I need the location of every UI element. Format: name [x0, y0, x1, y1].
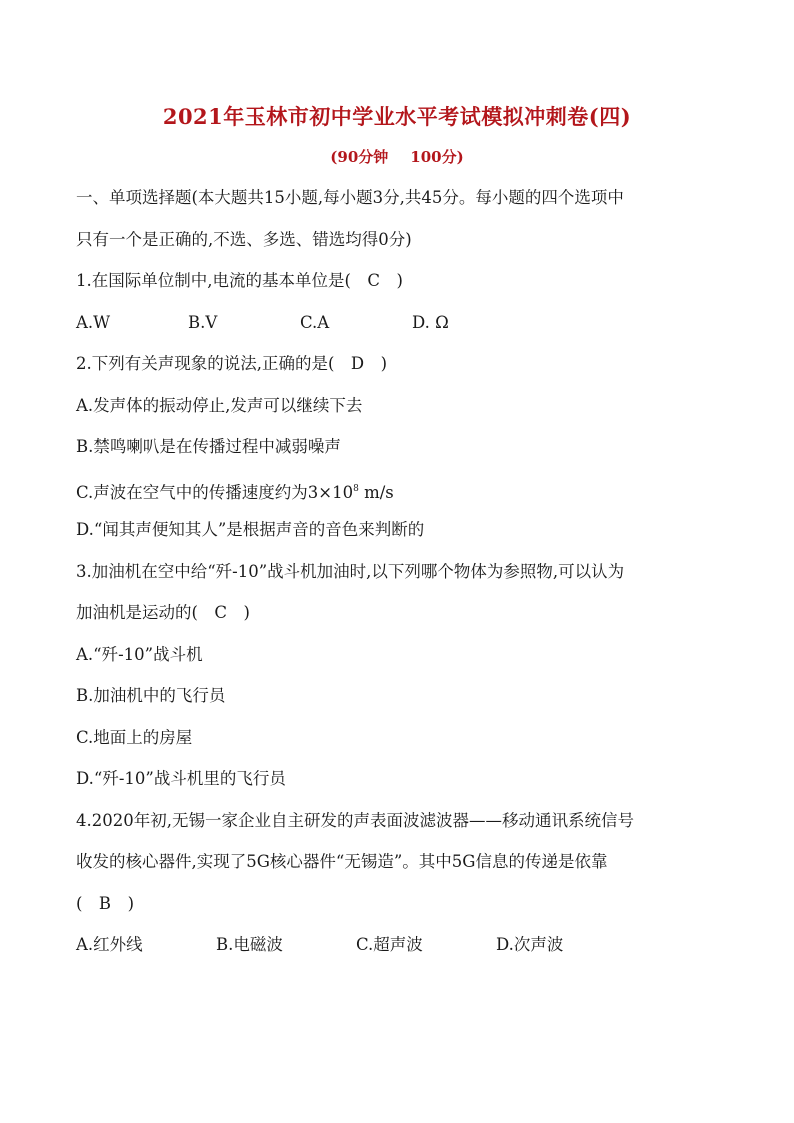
question-1-option-a: A.W [76, 312, 111, 332]
question-2-option-d: D.“闻其声便知其人”是根据声音的音色来判断的 [76, 520, 425, 539]
question-4-stem: 4.2020年初,无锡一家企业自主研发的声表面波滤波器——移动通讯系统信号 [76, 810, 634, 830]
question-1-option-b: B.V [188, 312, 218, 332]
question-1-option-c: C.A [300, 312, 330, 332]
question-4-option-c: C.超声波 [356, 935, 423, 954]
question-2-option-b: B.禁鸣喇叭是在传播过程中减弱噪声 [76, 437, 341, 456]
section-heading-line: 只有一个是正确的,不选、多选、错选均得0分) [76, 229, 412, 249]
exam-subtitle [0, 146, 794, 167]
question-4-options [76, 932, 726, 974]
question-1-stem: 1.在国际单位制中,电流的基本单位是( C ) [76, 271, 403, 290]
question-2-option-c-unit: m/s [358, 482, 394, 502]
question-4-option-b: B.电磁波 [216, 935, 283, 954]
question-1-options [76, 310, 726, 352]
question-4-option-d: D.次声波 [496, 935, 564, 954]
exam-body [76, 185, 726, 974]
question-4-stem: 收发的核心器件,实现了5G核心器件“无锡造”。其中5G信息的传递是依靠 [76, 852, 608, 871]
question-2-option-c-exponent: 8 [353, 483, 359, 494]
question-3-stem: 加油机是运动的( C ) [76, 603, 250, 622]
question-2-option-c-text: C.声波在空气中的传播速度约为3×10 [76, 482, 354, 502]
question-3-option-c: C.地面上的房屋 [76, 727, 193, 747]
question-3-option-a: A.“歼-10”战斗机 [76, 644, 203, 664]
question-4-stem: ( B ) [76, 893, 134, 913]
question-2-option-c [76, 476, 726, 518]
section-heading-line: 一、单项选择题(本大题共15小题,每小题3分,共45分。每小题的四个选项中 [76, 188, 624, 207]
question-4-option-a: A.红外线 [76, 935, 143, 954]
question-2-stem: 2.下列有关声现象的说法,正确的是( D ) [76, 354, 388, 373]
question-2-option-a: A.发声体的振动停止,发声可以继续下去 [76, 395, 363, 415]
question-3-option-d: D.“歼-10”战斗机里的飞行员 [76, 769, 286, 788]
question-3-option-b: B.加油机中的飞行员 [76, 686, 226, 705]
exam-score: 100分) [410, 148, 464, 166]
question-3-stem: 3.加油机在空中给“歼-10”战斗机加油时,以下列哪个物体为参照物,可以认为 [76, 561, 625, 581]
question-1-option-d: D. Ω [412, 312, 449, 332]
exam-time: (90分钟 [330, 148, 389, 166]
exam-title: 2021年玉林市初中学业水平考试模拟冲刺卷(四) [162, 104, 632, 129]
